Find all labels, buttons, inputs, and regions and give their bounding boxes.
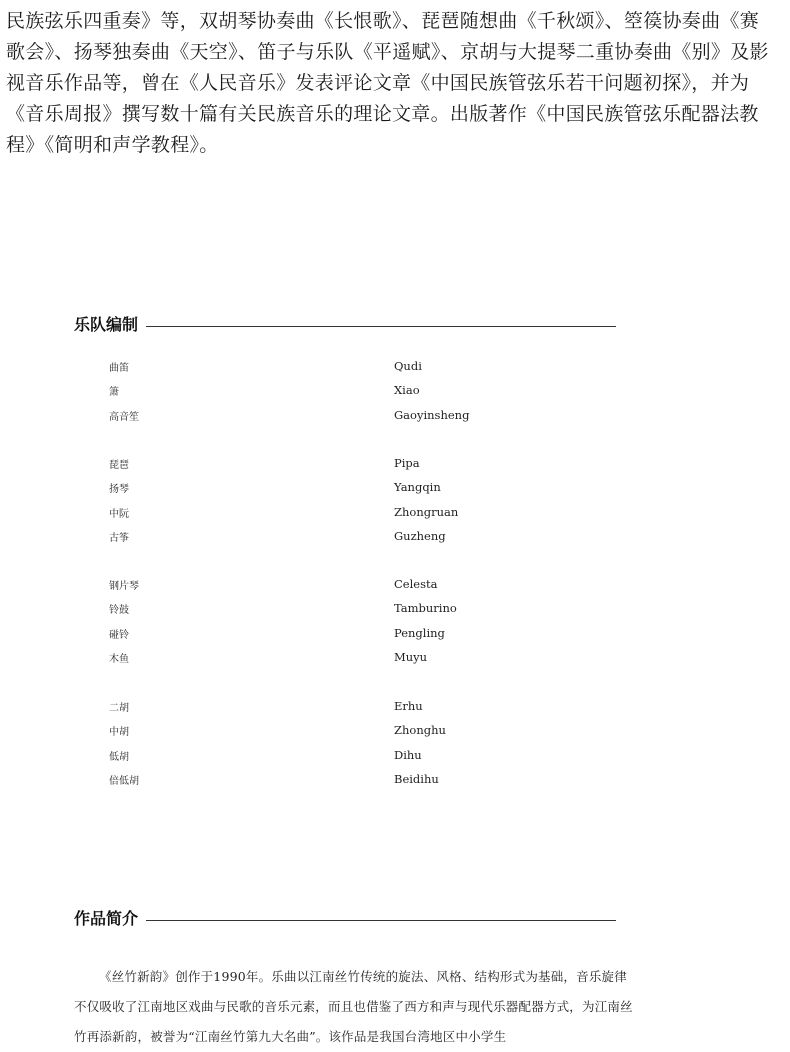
instrument-name-en: Muyu (394, 649, 428, 664)
instrument-row (0, 697, 790, 721)
instrument-name-en: Zhonghu (394, 723, 446, 738)
instrument-name-cn: 中胡 (109, 727, 129, 739)
heading-rule (146, 326, 616, 327)
instrument-group-winds (0, 357, 790, 430)
intro-paragraph: 民族弦乐四重奏》等，双胡琴协奏曲《长恨歌》、琵琶随想曲《千秋颂》、箜篌协奏曲《赛歌会》、扬琴独奏曲《天空》、笛子与乐队《平遥赋》、京胡与大提琴二重协奏曲《别》及影视音乐作品等，曾在《人民音乐》发表评论文章《中国民族管弦乐若干问题初探》，并为《音乐周报》撰写数十篇有关民族音乐的理论文章。出版著作《中国民族管弦乐配器法教程》《简明和声学教程》。 (6, 10, 769, 156)
instrument-name-en: Celesta (394, 577, 438, 591)
instrument-name-cn: 二胡 (109, 703, 129, 714)
instrument-name-en: Dihu (394, 747, 422, 762)
instrument-name-cn: 碰铃 (109, 629, 129, 641)
instrument-name-en: Qudi (394, 359, 422, 373)
synopsis-title: 作品简介 (74, 909, 139, 928)
instrument-row (0, 575, 790, 599)
instrument-row (0, 454, 790, 478)
instrument-row (0, 624, 790, 648)
instrument-name-en: Tamburino (394, 601, 457, 616)
instrument-name-en: Pipa (394, 456, 420, 470)
instrument-row (0, 527, 790, 551)
instrument-row (0, 357, 790, 381)
synopsis-paragraph: 《丝竹新韵》创作于1990年。乐曲以江南丝竹传统的旋法、风格、结构形式为基础，音乐旋律不仅吸收了江南地区戏曲与民歌的音乐元素，而且也借鉴了西方和声与现代乐器配器方式，为江南丝竹再添新韵，被誉为“江南丝竹第九大名曲”。该作品是我国台湾地区中小学生 (74, 969, 633, 1044)
instrument-name-cn: 低胡 (109, 751, 129, 763)
instrument-name-cn: 倍低胡 (109, 775, 139, 787)
instrument-name-en: Beidihu (394, 771, 439, 786)
instrumentation-heading (74, 312, 616, 335)
instrument-name-en: Xiao (394, 383, 420, 398)
instrument-row (0, 770, 790, 794)
instrument-name-en: Yangqin (394, 480, 441, 495)
instrument-name-cn: 箫 (109, 387, 119, 399)
instrument-row (0, 406, 790, 430)
instrument-row (0, 503, 790, 527)
instrument-name-cn: 扬琴 (109, 484, 129, 496)
instrument-name-en: Pengling (394, 625, 445, 640)
instrument-row (0, 599, 790, 623)
instrument-name-cn: 曲笛 (109, 363, 129, 374)
instrument-row (0, 746, 790, 770)
instrument-name-cn: 琵琶 (109, 460, 129, 471)
instrument-name-cn: 中阮 (109, 508, 129, 520)
instrument-name-cn: 铃鼓 (109, 605, 129, 617)
instrument-name-en: Gaoyinsheng (394, 407, 470, 422)
heading-rule (146, 920, 616, 921)
instrument-name-cn: 古筝 (109, 532, 129, 544)
instrument-name-cn: 钢片琴 (109, 581, 139, 592)
instrument-row (0, 381, 790, 405)
instrumentation-title: 乐队编制 (74, 315, 139, 334)
instrument-row (0, 478, 790, 502)
instrument-group-bowed (0, 697, 790, 794)
instrument-group-plucked (0, 454, 790, 551)
synopsis-heading (74, 906, 616, 929)
instrument-group-percussion (0, 575, 790, 672)
instrument-row (0, 721, 790, 745)
instrument-name-cn: 木鱼 (109, 653, 129, 665)
instrument-name-en: Guzheng (394, 528, 446, 543)
instrument-name-cn: 高音笙 (109, 411, 139, 423)
instrument-row (0, 648, 790, 672)
instrument-name-en: Zhongruan (394, 504, 459, 519)
instrument-name-en: Erhu (394, 699, 423, 713)
